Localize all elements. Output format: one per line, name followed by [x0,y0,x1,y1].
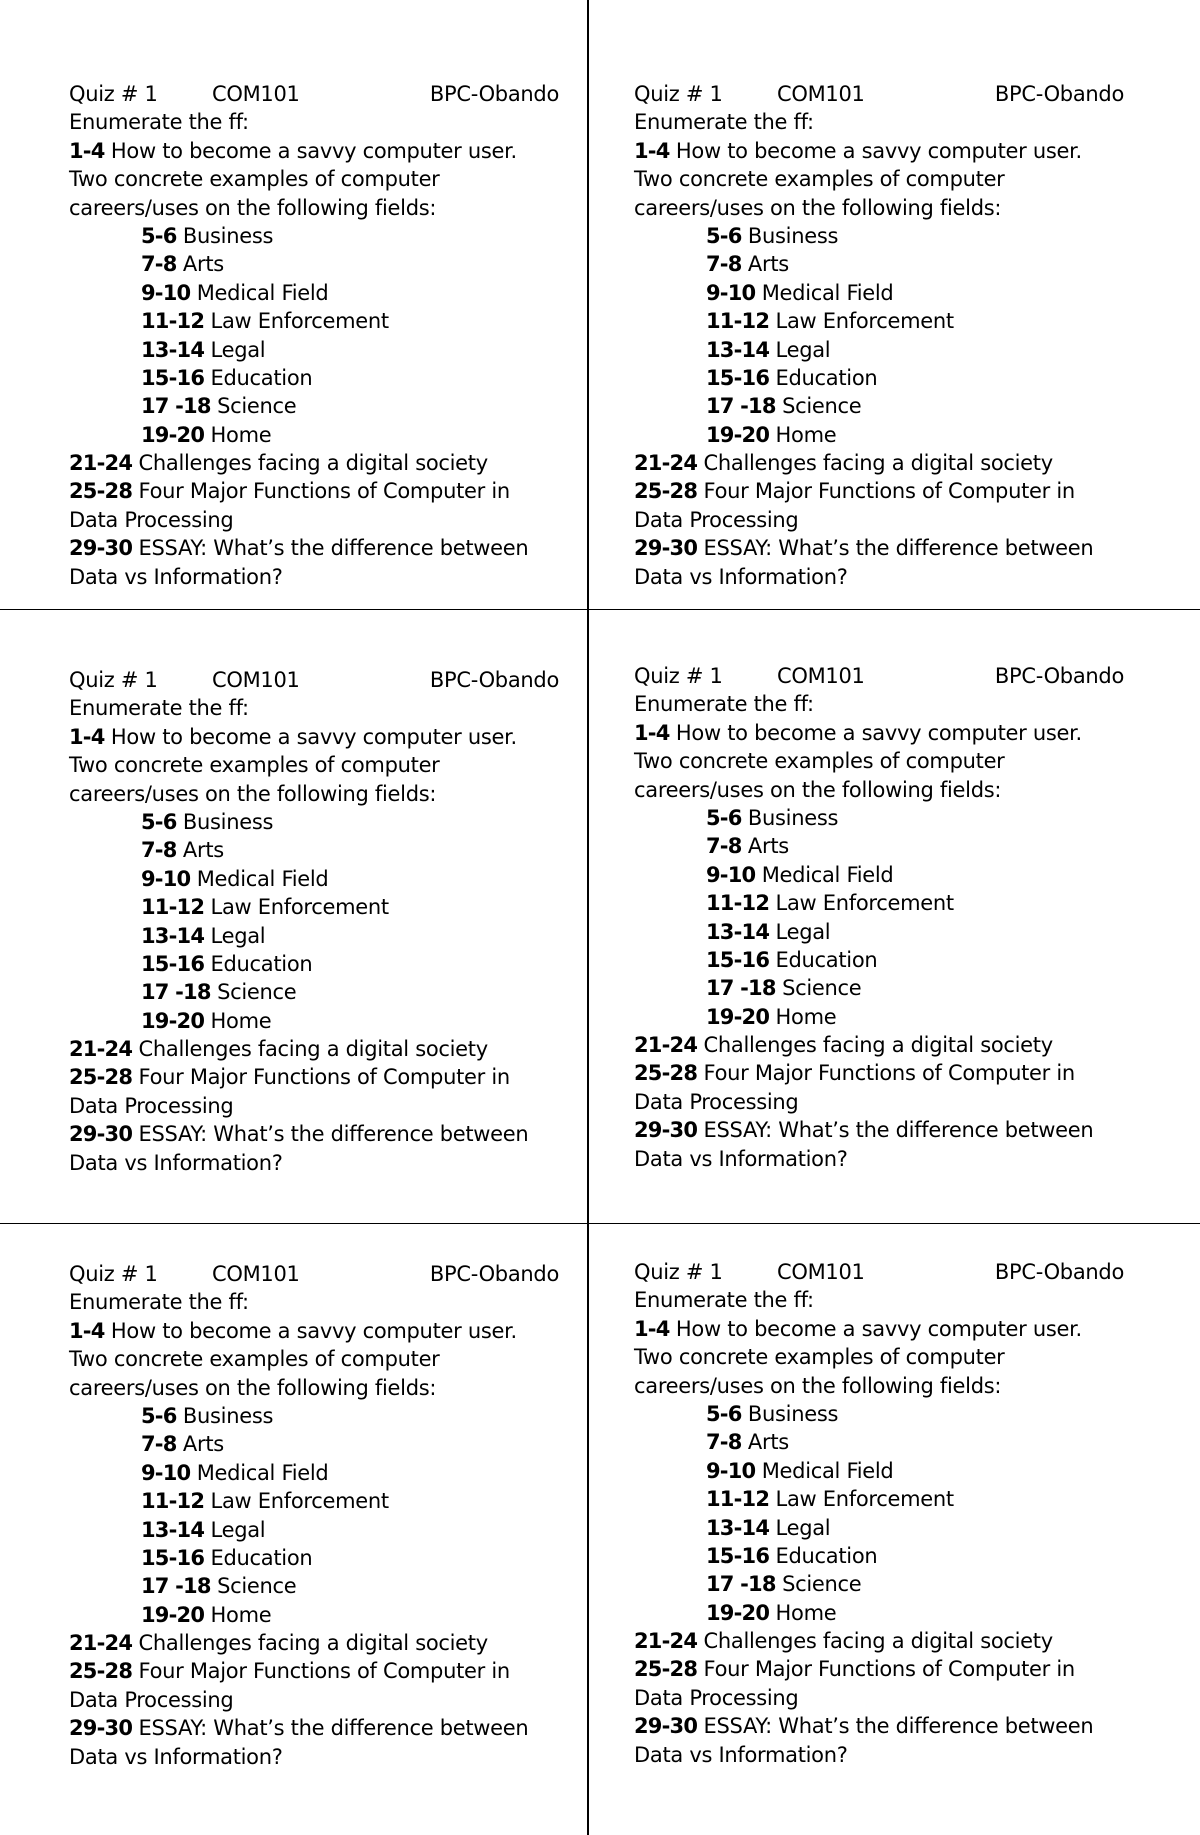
quiz-card [634,662,1124,1173]
item-number: 5-6 [141,223,177,248]
question-item [634,719,1124,747]
item-text: Legal [204,923,266,948]
item-number: 25-28 [69,479,133,504]
item-text: Education [204,951,313,976]
field-item [69,279,559,307]
question-text: Data Processing [634,1685,799,1710]
item-text: How to become a savvy computer user. [104,1318,517,1343]
question-text: Data vs Information? [634,1742,848,1767]
question-text: Data Processing [69,1687,234,1712]
item-number: 25-28 [69,1659,133,1684]
item-number: 13-14 [706,337,770,362]
quiz-card [634,1258,1124,1769]
item-text: Legal [204,1517,266,1542]
item-number: 15-16 [706,1543,770,1568]
item-number: 9-10 [706,862,756,887]
item-number: 29-30 [69,1716,133,1741]
quiz-number: Quiz # 1 [69,82,158,106]
instruction: Enumerate the ff: [69,1290,249,1315]
question-item [69,534,559,562]
item-text: Medical Field [755,280,894,305]
quiz-header [69,666,559,694]
question-item [634,534,1124,562]
item-number: 7-8 [706,1430,742,1455]
item-text: Business [176,223,274,248]
field-item [634,804,1124,832]
question-text: careers/uses on the following fields: [69,195,437,220]
field-item [634,1400,1124,1428]
item-number: 17 -18 [141,394,211,419]
question-text: careers/uses on the following fields: [634,777,1002,802]
item-text: Arts [176,838,224,863]
item-number: 19-20 [706,1004,770,1029]
item-text: How to become a savvy computer user. [669,1316,1082,1341]
field-item [634,336,1124,364]
field-item [634,1599,1124,1627]
question-item [634,1031,1124,1059]
item-text: Four Major Functions of Computer in [697,479,1075,504]
item-number: 7-8 [706,252,742,277]
question-text: Data Processing [69,507,234,532]
field-item [634,832,1124,860]
field-item [69,893,559,921]
item-number: 9-10 [141,280,191,305]
item-number: 11-12 [141,895,205,920]
item-number: 5-6 [706,805,742,830]
question-text: Two concrete examples of computer [634,749,1005,774]
school-name: BPC-Obando [994,82,1124,106]
quiz-header [69,1260,559,1288]
question-item [634,477,1124,505]
field-item [634,1457,1124,1485]
question-item [634,1116,1124,1144]
item-number: 7-8 [706,834,742,859]
field-item [634,918,1124,946]
field-item [69,922,559,950]
item-number: 25-28 [634,479,698,504]
question-text: careers/uses on the following fields: [634,195,1002,220]
school-name: BPC-Obando [994,664,1124,688]
question-text: Data Processing [634,1089,799,1114]
field-item [634,889,1124,917]
item-text: Business [176,1403,274,1428]
item-text: ESSAY: What’s the difference between [132,1122,529,1147]
question-item [69,137,559,165]
item-text: Medical Field [190,1460,329,1485]
course-code: COM101 [777,1260,865,1284]
question-text: Two concrete examples of computer [69,167,440,192]
item-text: Home [204,422,272,447]
item-number: 25-28 [69,1065,133,1090]
item-text: Home [769,1600,837,1625]
course-code: COM101 [212,1262,300,1286]
item-number: 29-30 [69,1122,133,1147]
field-item [634,279,1124,307]
question-text: Two concrete examples of computer [69,1347,440,1372]
instruction: Enumerate the ff: [634,110,814,135]
question-item [69,449,559,477]
field-item [69,1516,559,1544]
field-item [634,307,1124,335]
quiz-number: Quiz # 1 [69,1262,158,1286]
item-text: Medical Field [755,1458,894,1483]
item-number: 15-16 [706,947,770,972]
item-number: 15-16 [141,1545,205,1570]
field-item [69,421,559,449]
field-item [69,950,559,978]
field-item [634,1542,1124,1570]
item-number: 21-24 [69,1037,133,1062]
item-text: Four Major Functions of Computer in [697,1657,1075,1682]
item-text: Home [769,422,837,447]
question-text: careers/uses on the following fields: [634,1373,1002,1398]
item-number: 19-20 [706,1600,770,1625]
item-text: Challenges facing a digital society [697,1629,1053,1654]
item-text: Law Enforcement [204,1489,389,1514]
item-number: 17 -18 [141,980,211,1005]
field-item [634,1570,1124,1598]
quiz-card [69,1260,559,1771]
course-code: COM101 [212,668,300,692]
field-item [69,1459,559,1487]
question-item [634,1059,1124,1087]
item-text: Medical Field [190,280,329,305]
field-item [634,1428,1124,1456]
item-text: Challenges facing a digital society [132,1631,488,1656]
question-text: Data Processing [69,1093,234,1118]
item-text: Science [210,1574,297,1599]
item-text: Legal [769,337,831,362]
item-number: 11-12 [706,891,770,916]
instruction: Enumerate the ff: [69,110,249,135]
question-text: careers/uses on the following fields: [69,781,437,806]
item-text: Science [210,394,297,419]
instruction: Enumerate the ff: [634,692,814,717]
field-item [634,421,1124,449]
course-code: COM101 [777,82,865,106]
item-number: 25-28 [634,1657,698,1682]
item-number: 7-8 [141,838,177,863]
item-text: Law Enforcement [769,309,954,334]
field-item [634,250,1124,278]
item-number: 21-24 [634,451,698,476]
field-item [69,1544,559,1572]
item-number: 19-20 [141,1008,205,1033]
item-number: 29-30 [634,1714,698,1739]
item-number: 5-6 [706,223,742,248]
field-item [69,1402,559,1430]
school-name: BPC-Obando [429,1262,559,1286]
item-text: Home [204,1008,272,1033]
item-number: 29-30 [69,536,133,561]
question-item [634,1627,1124,1655]
item-text: ESSAY: What’s the difference between [697,1118,1094,1143]
item-text: Legal [769,1515,831,1540]
item-number: 9-10 [141,866,191,891]
course-code: COM101 [212,82,300,106]
item-text: Law Enforcement [769,891,954,916]
item-number: 7-8 [141,1432,177,1457]
question-item [69,477,559,505]
field-item [634,364,1124,392]
item-text: Legal [204,337,266,362]
item-text: Business [741,805,839,830]
question-text: Data vs Information? [69,564,283,589]
item-text: Law Enforcement [204,309,389,334]
quiz-card [634,80,1124,591]
vertical-cut-line [587,0,589,1835]
question-item [69,723,559,751]
field-item [634,392,1124,420]
item-number: 25-28 [634,1061,698,1086]
item-text: Arts [176,252,224,277]
item-text: Education [769,947,878,972]
item-number: 11-12 [706,309,770,334]
field-item [69,1572,559,1600]
item-text: Education [769,1543,878,1568]
item-number: 5-6 [141,1403,177,1428]
question-text: Two concrete examples of computer [69,753,440,778]
item-number: 1-4 [634,138,670,163]
item-text: ESSAY: What’s the difference between [132,1716,529,1741]
item-number: 11-12 [141,309,205,334]
school-name: BPC-Obando [994,1260,1124,1284]
item-text: Challenges facing a digital society [132,451,488,476]
item-text: Law Enforcement [204,895,389,920]
field-item [634,1485,1124,1513]
item-number: 17 -18 [141,1574,211,1599]
field-item [69,392,559,420]
item-number: 11-12 [706,1487,770,1512]
item-text: Four Major Functions of Computer in [132,1065,510,1090]
item-text: How to become a savvy computer user. [669,720,1082,745]
field-item [69,222,559,250]
item-number: 21-24 [634,1629,698,1654]
item-number: 15-16 [706,365,770,390]
item-number: 7-8 [141,252,177,277]
item-text: ESSAY: What’s the difference between [697,536,1094,561]
question-text: Data vs Information? [69,1150,283,1175]
item-text: Challenges facing a digital society [697,451,1053,476]
item-number: 11-12 [141,1489,205,1514]
item-text: Science [775,976,862,1001]
quiz-header [69,80,559,108]
item-number: 9-10 [706,1458,756,1483]
item-number: 1-4 [69,724,105,749]
field-item [69,250,559,278]
field-item [69,1430,559,1458]
item-number: 29-30 [634,536,698,561]
question-item [69,1629,559,1657]
item-text: Education [204,1545,313,1570]
item-number: 1-4 [634,1316,670,1341]
item-number: 19-20 [706,422,770,447]
item-text: Arts [176,1432,224,1457]
item-text: How to become a savvy computer user. [104,724,517,749]
item-text: Education [204,365,313,390]
field-item [69,364,559,392]
question-text: Two concrete examples of computer [634,1345,1005,1370]
question-item [634,1655,1124,1683]
field-item [69,1007,559,1035]
quiz-number: Quiz # 1 [69,668,158,692]
item-text: How to become a savvy computer user. [104,138,517,163]
school-name: BPC-Obando [429,668,559,692]
quiz-number: Quiz # 1 [634,1260,723,1284]
item-number: 13-14 [141,923,205,948]
item-text: Medical Field [755,862,894,887]
field-item [69,836,559,864]
item-text: How to become a savvy computer user. [669,138,1082,163]
item-number: 13-14 [141,1517,205,1542]
item-number: 21-24 [69,1631,133,1656]
item-number: 21-24 [634,1033,698,1058]
item-number: 21-24 [69,451,133,476]
question-item [69,1035,559,1063]
field-item [634,861,1124,889]
instruction: Enumerate the ff: [69,696,249,721]
quiz-card [69,666,559,1177]
item-number: 1-4 [69,138,105,163]
field-item [69,865,559,893]
item-number: 13-14 [706,919,770,944]
question-item [634,1712,1124,1740]
question-text: Data vs Information? [634,564,848,589]
item-text: Arts [741,252,789,277]
school-name: BPC-Obando [429,82,559,106]
item-number: 9-10 [706,280,756,305]
item-number: 15-16 [141,365,205,390]
field-item [634,946,1124,974]
quiz-number: Quiz # 1 [634,664,723,688]
question-item [634,1315,1124,1343]
question-item [69,1657,559,1685]
item-number: 17 -18 [706,976,776,1001]
quiz-card [69,80,559,591]
field-item [634,1003,1124,1031]
item-text: Legal [769,919,831,944]
question-text: Data vs Information? [69,1744,283,1769]
horizontal-cut-line [0,609,1200,610]
item-number: 13-14 [141,337,205,362]
question-item [69,1714,559,1742]
horizontal-cut-line [0,1223,1200,1224]
item-number: 13-14 [706,1515,770,1540]
item-text: ESSAY: What’s the difference between [132,536,529,561]
item-text: Science [775,1572,862,1597]
quiz-header [634,80,1124,108]
quiz-header [634,662,1124,690]
item-text: Four Major Functions of Computer in [697,1061,1075,1086]
field-item [69,1601,559,1629]
field-item [634,974,1124,1002]
item-text: Business [741,1401,839,1426]
item-text: Challenges facing a digital society [132,1037,488,1062]
item-text: Home [769,1004,837,1029]
field-item [634,1514,1124,1542]
quiz-number: Quiz # 1 [634,82,723,106]
question-text: careers/uses on the following fields: [69,1375,437,1400]
item-number: 19-20 [141,422,205,447]
item-number: 17 -18 [706,1572,776,1597]
item-number: 5-6 [706,1401,742,1426]
item-text: Law Enforcement [769,1487,954,1512]
item-text: Business [741,223,839,248]
item-text: Arts [741,1430,789,1455]
field-item [634,222,1124,250]
question-item [69,1120,559,1148]
course-code: COM101 [777,664,865,688]
item-text: Education [769,365,878,390]
item-number: 1-4 [69,1318,105,1343]
item-text: Four Major Functions of Computer in [132,1659,510,1684]
item-number: 19-20 [141,1602,205,1627]
item-text: Science [210,980,297,1005]
field-item [69,336,559,364]
item-text: Arts [741,834,789,859]
item-number: 15-16 [141,951,205,976]
item-text: ESSAY: What’s the difference between [697,1714,1094,1739]
field-item [69,808,559,836]
item-text: Home [204,1602,272,1627]
instruction: Enumerate the ff: [634,1288,814,1313]
item-text: Medical Field [190,866,329,891]
question-text: Data Processing [634,507,799,532]
item-number: 29-30 [634,1118,698,1143]
item-number: 17 -18 [706,394,776,419]
question-text: Two concrete examples of computer [634,167,1005,192]
question-text: Data vs Information? [634,1146,848,1171]
field-item [69,307,559,335]
item-text: Four Major Functions of Computer in [132,479,510,504]
item-text: Science [775,394,862,419]
item-text: Business [176,809,274,834]
field-item [69,1487,559,1515]
item-number: 1-4 [634,720,670,745]
question-item [634,449,1124,477]
question-item [634,137,1124,165]
item-number: 5-6 [141,809,177,834]
question-item [69,1063,559,1091]
quiz-header [634,1258,1124,1286]
field-item [69,978,559,1006]
item-text: Challenges facing a digital society [697,1033,1053,1058]
question-item [69,1317,559,1345]
item-number: 9-10 [141,1460,191,1485]
